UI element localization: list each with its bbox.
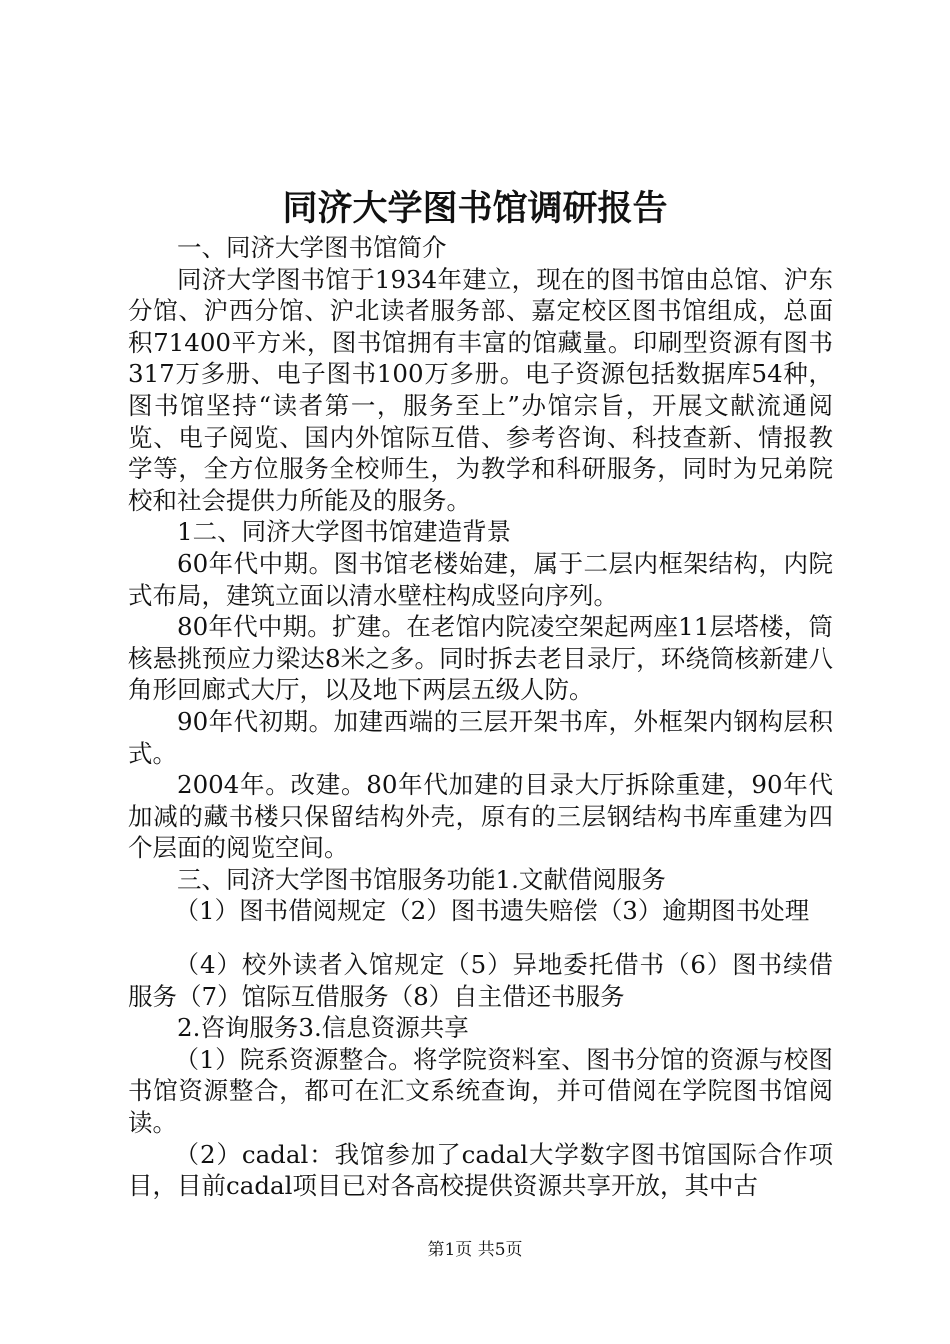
section-heading-background: 1二、同济大学图书馆建造背景 <box>177 517 512 547</box>
page-number: 第1页 共5页 <box>427 1240 523 1260</box>
section-heading-intro: 一、同济大学图书馆简介 <box>177 233 447 262</box>
list-item-borrowing-2: （4）校外读者入馆规定（5）异地委托借书（6）图书续借服务（7）馆际互借服务（8）自主借还书服务 <box>128 950 833 1011</box>
list-item-resource-integration: （1）院系资源整合。将学院资料室、图书分馆的资源与校图书馆资源整合，都可在汇文系统查询，并可借阅在学院图书馆阅读。 <box>128 1044 833 1138</box>
list-item-borrowing-1: （1）图书借阅规定（2）图书遗失赔偿（3）逾期图书处理 <box>174 896 810 926</box>
document-body <box>128 232 833 1202</box>
section-heading-services: 三、同济大学图书馆服务功能1.文献借阅服务 <box>177 864 666 894</box>
paragraph-intro: 同济大学图书馆于1934年建立，现在的图书馆由总馆、沪东分馆、沪西分馆、沪北读者服务部、嘉定校区图书馆组成，总面积71400平方米，图书馆拥有丰富的馆藏量。印刷型资源有图书317万多册、电子图书100万多册。电子资源包括数据库54种，图书馆坚持“读者第一，服务至上”办馆宗旨，开展文献流通阅览、电子阅览、国内外馆际互借、参考咨询、科技查新、情报教学等，全方位服务全校师生，为教学和科研服务，同时为兄弟院校和社会提供力所能及的服务。 <box>128 264 833 515</box>
paragraph-2004: 2004年。改建。80年代加建的目录大厅拆除重建，90年代加减的藏书楼只保留结构外壳，原有的三层钢结构书库重建为四个层面的阅览空间。 <box>128 770 833 863</box>
paragraph-90s: 90年代初期。加建西端的三层开架书库，外框架内钢构层积式。 <box>128 706 833 768</box>
paragraph-80s: 80年代中期。扩建。在老馆内院凌空架起两座11层塔楼，筒核悬挑预应力梁达8米之多。同时拆去老目录厅，环绕筒核新建八角形回廊式大厅，以及地下两层五级人防。 <box>128 612 833 705</box>
paragraph-60s: 60年代中期。图书馆老楼始建，属于二层内框架结构，内院式布局，建筑立面以清水壁柱构成竖向序列。 <box>128 548 833 610</box>
list-item-cadal: （2）cadal：我馆参加了cadal大学数字图书馆国际合作项目，目前cadal项目已对各高校提供资源共享开放，其中古 <box>128 1139 833 1201</box>
page-title: 同济大学图书馆调研报告 <box>282 188 668 229</box>
section-subheading-consulting: 2.咨询服务3.信息资源共享 <box>177 1013 469 1043</box>
